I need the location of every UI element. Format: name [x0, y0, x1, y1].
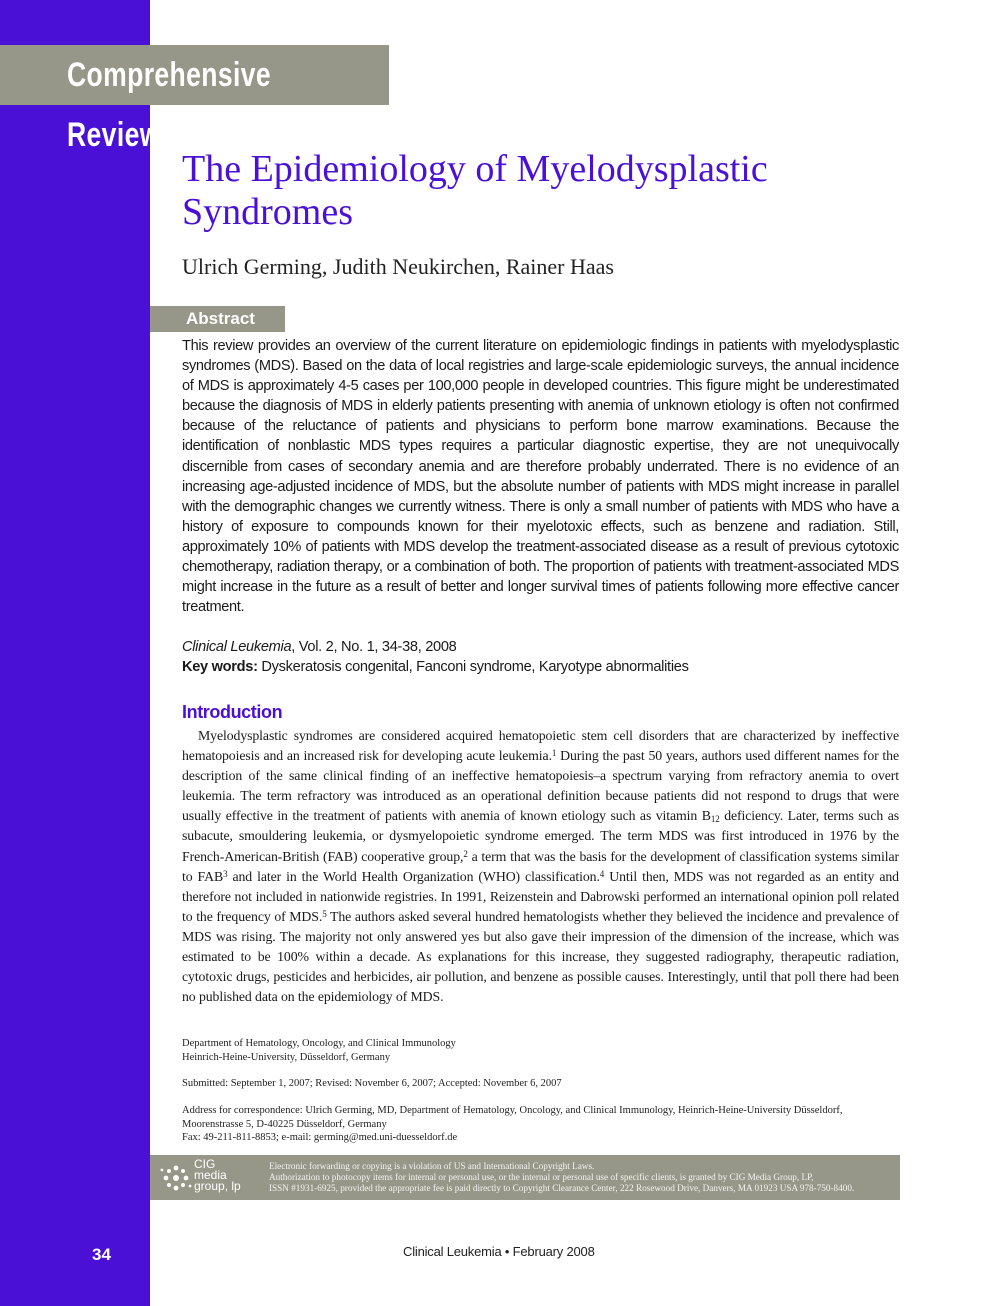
- reference-link[interactable]: 1: [551, 748, 557, 759]
- page-number: 34: [92, 1245, 111, 1264]
- copyright-notice: Electronic forwarding or copying is a violation of US and International Copyright Laws. Authorization to photocopy items for internal or personal use, or the internal or personal use of specific clients, is granted by CIG Media Group, LP, ISSN #1931-6925, provided the appropriate fee is paid directly to Copyright Clearance Center, 222 Rosewood Drive, Danvers, MA 01923 USA 978-750-8400.: [269, 1161, 855, 1193]
- submission-dates: Submitted: September 1, 2007; Revised: November 6, 2007; Accepted: November 6, 2007: [182, 1078, 562, 1089]
- reference-link[interactable]: 5: [322, 908, 327, 919]
- abstract-label: Abstract: [150, 306, 285, 332]
- introduction-heading: Introduction: [182, 702, 283, 722]
- section-banner: [0, 45, 389, 154]
- abstract-text: This review provides an overview of the current literature on epidemiologic findings in patients with myelodysplastic syndromes (MDS). Based on the data of local registries and large-scale epidemiologic surveys, the annual incidence of MDS is approximately 4-5 cases per 100,000 people in developed countries. This figure might be underestimated because the diagnosis of MDS in elderly patients presenting with anemia of unknown etiology is often not confirmed because of the reluctance of patients and physicians to perform bone marrow examinations. Because the identification of nonblastic MDS types requires a particular diagnostic expertise, they are not unequivocally discernible from cases of secondary anemia and are therefore probably underrated. There is no evidence of an increasing age-adjusted incidence of MDS, but the absolute number of patients with MDS might increase in parallel with the demographic changes we currently witness. There is only a small number of patients with MDS who have a history of exposure to compounds known for their myelotoxic effects, such as benzene and radiation. Still, approximately 10% of patients with MDS develop the treatment-associated disease as a result of previous cytotoxic chemotherapy, radiation therapy, or a combination of both. The proportion of patients with treatment-associated MDS might increase in the future as a result of better and longer survival times of patients following more effective cancer treatment.: [182, 338, 899, 616]
- author-list: Ulrich Germing, Judith Neukirchen, Rainer Haas: [182, 254, 614, 279]
- reference-link[interactable]: 2: [463, 848, 468, 859]
- correspondence-address: Address for correspondence: Ulrich Germing, MD, Department of Hematology, Oncology, and Clinical Immunology, Heinrich-Heine-University Düsseldorf, Moorenstrasse 5, D-40225 Düsseldorf, Germany Fax: 49-211-811-8853; e-mail: germing@med.uni-duesseldorf.de: [182, 1104, 899, 1145]
- reference-link[interactable]: 3: [223, 868, 228, 879]
- keywords-label: Key words:: [182, 659, 258, 675]
- citation: [182, 637, 457, 657]
- cig-logo-text: CIG media group, lp: [194, 1157, 241, 1193]
- running-footer: Clinical Leukemia • February 2008: [403, 1244, 595, 1259]
- reference-link[interactable]: 4: [599, 868, 605, 879]
- citation-journal: Clinical Leukemia: [182, 639, 292, 655]
- article-title: The Epidemiology of Myelodysplastic Syndromes: [182, 148, 768, 233]
- affiliation: Department of Hematology, Oncology, and Clinical Immunology Heinrich-Heine-University, Düsseldorf, Germany: [182, 1038, 456, 1063]
- copyright-bar: [150, 1155, 900, 1200]
- keywords: [182, 657, 689, 677]
- left-color-bar: [0, 0, 150, 1306]
- citation-details: , Vol. 2, No. 1, 34-38, 2008: [291, 639, 457, 655]
- keywords-text: Dyskeratosis congenital, Fanconi syndrome, Karyotype abnormalities: [257, 659, 689, 675]
- correspondence-contact[interactable]: Fax: 49-211-811-8853; e-mail: germing@med.uni-duesseldorf.de: [182, 1132, 458, 1143]
- introduction-paragraph: Myelodysplastic syndromes are considered acquired hematopoietic stem cell disorders that are characterized by ineffective hematopoiesis and an increased risk for developing acute leukemia.$^1$ During the past 50 years, authors used different names for the description of the same clinical finding of an ineffective hematopoiesis–a spectrum varying from refractory anemia to overt leukemia. The term refractory was introduced as an operational definition because patients did not respond to drugs that were usually effective in the treatment of patients with anemia of known etiology such as vitamin $B_{12}$ deficiency. Later, terms such as subacute, smouldering leukemia, or dysmyelopoietic syndrome emerged. The term MDS was first introduced in 1976 by the French-American-British (FAB) cooperative group,$^2$ a term that was the basis for the development of classification systems similar to FAB$^3$ and later in the World Health Organization (WHO) classification.$^4$ Until then, MDS was not regarded as an entity and therefore not included in nationwide registries. In 1991, Reizenstein and Dabrowski performed an international opinion poll related to the frequency of MDS.$^5$ The authors asked several hundred hematologists whether they believed the incidence and prevalence of MDS was rising. The majority not only answered yes but also gave their impression of the dimension of the increase, which was estimated to be 100% within a decade. As explanations for this increase, they suggested radiography, therapeutic radiation, cytotoxic drugs, pesticides and herbicides, air pollution, and benzene as possible causes. Interestingly, until that poll there had been no published data on the epidemiology of MDS.: [182, 728, 899, 1005]
- section-label: Comprehensive Review: [67, 56, 272, 154]
